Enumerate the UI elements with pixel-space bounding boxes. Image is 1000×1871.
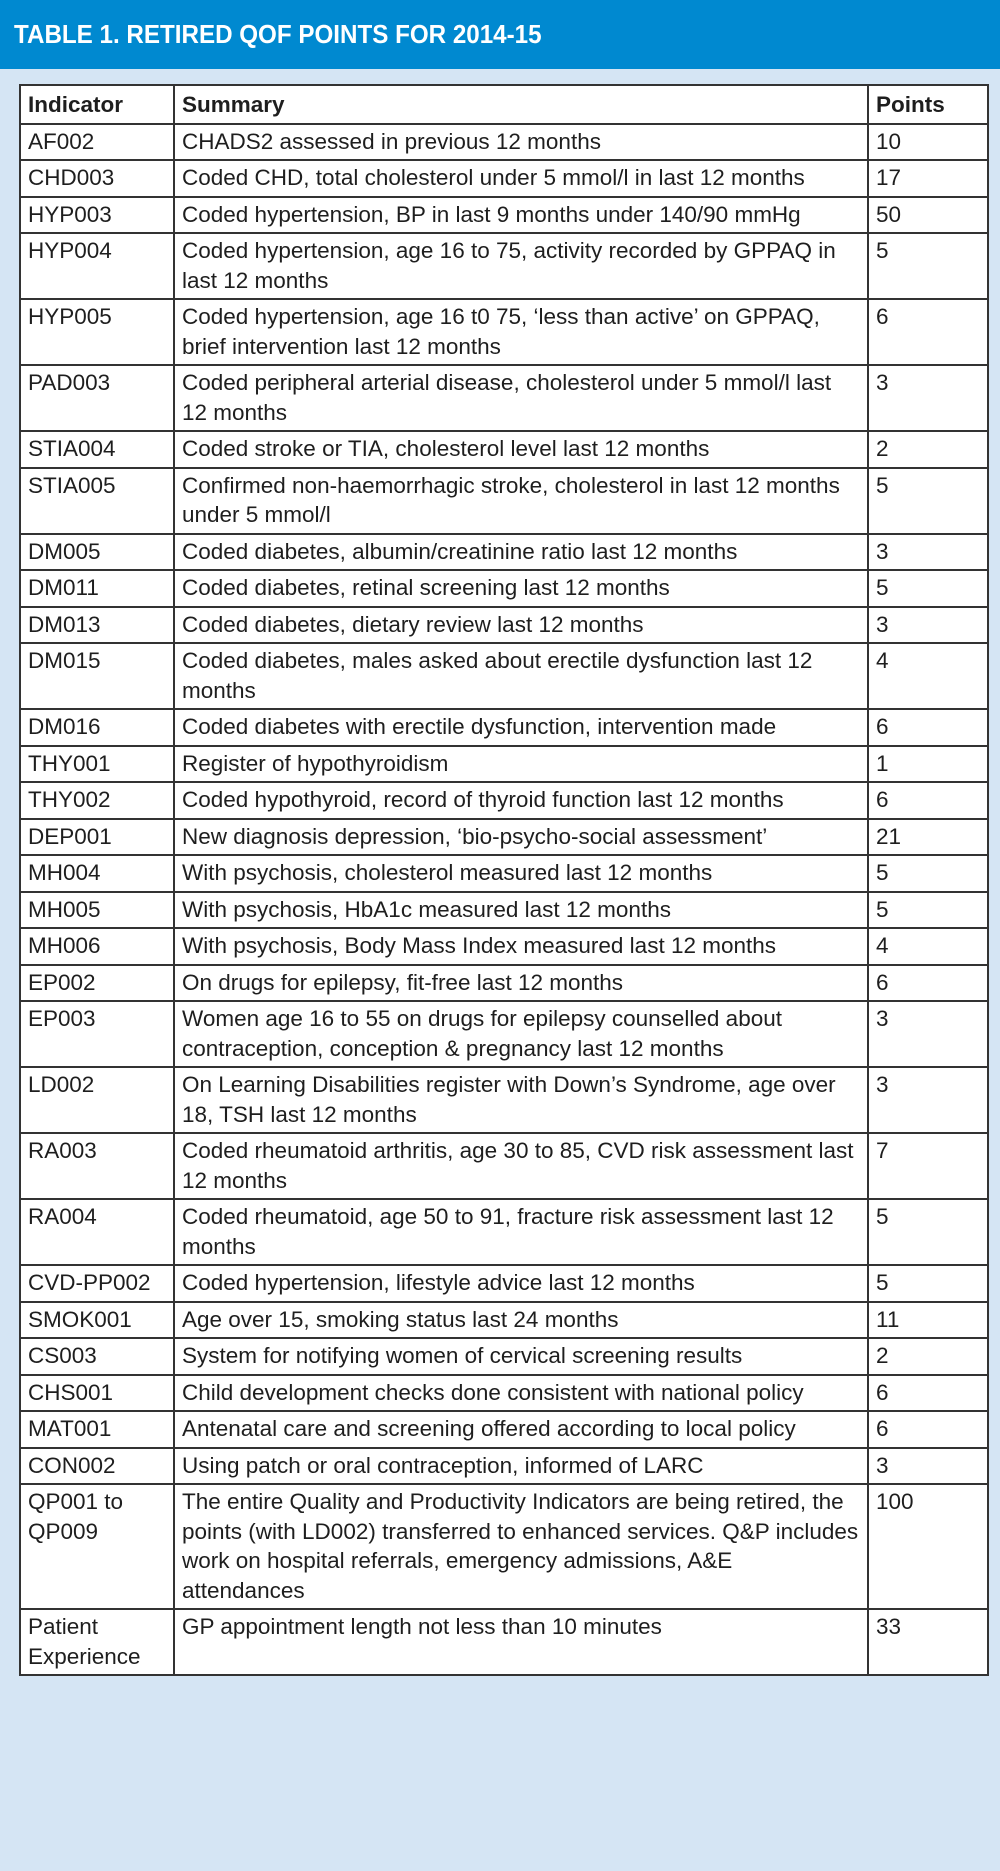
summary-cell: Coded hypertension, lifestyle advice last 12 months	[174, 1265, 868, 1302]
points-cell: 3	[868, 365, 988, 431]
indicator-cell: MH006	[20, 928, 174, 965]
column-header-indicator: Indicator	[20, 85, 174, 124]
indicator-cell: SMOK001	[20, 1302, 174, 1339]
indicator-cell: DM015	[20, 643, 174, 709]
indicator-cell: HYP004	[20, 233, 174, 299]
summary-cell: With psychosis, cholesterol measured last 12 months	[174, 855, 868, 892]
indicator-cell: MH004	[20, 855, 174, 892]
indicator-cell: STIA005	[20, 468, 174, 534]
summary-cell: Coded peripheral arterial disease, cholesterol under 5 mmol/l last 12 months	[174, 365, 868, 431]
table-row	[20, 819, 988, 856]
points-cell: 3	[868, 1448, 988, 1485]
points-cell: 5	[868, 892, 988, 929]
table-body	[20, 124, 988, 1676]
points-cell: 17	[868, 160, 988, 197]
table-row	[20, 534, 988, 571]
table-row	[20, 1448, 988, 1485]
summary-cell: Coded rheumatoid, age 50 to 91, fracture risk assessment last 12 months	[174, 1199, 868, 1265]
points-cell: 5	[868, 1199, 988, 1265]
points-cell: 3	[868, 607, 988, 644]
indicator-cell: DEP001	[20, 819, 174, 856]
table-row	[20, 233, 988, 299]
indicator-cell: THY002	[20, 782, 174, 819]
summary-cell: Coded diabetes, males asked about erectile dysfunction last 12 months	[174, 643, 868, 709]
summary-cell: Child development checks done consistent with national policy	[174, 1375, 868, 1412]
table-row	[20, 643, 988, 709]
table-header-row	[20, 85, 988, 124]
points-cell: 10	[868, 124, 988, 161]
indicator-cell: QP001 to QP009	[20, 1484, 174, 1609]
table-row	[20, 1133, 988, 1199]
summary-cell: Coded hypertension, age 16 t0 75, ‘less than active’ on GPPAQ, brief intervention last 12 months	[174, 299, 868, 365]
retired-qof-table	[19, 84, 989, 1676]
points-cell: 2	[868, 431, 988, 468]
indicator-cell: CHS001	[20, 1375, 174, 1412]
points-cell: 2	[868, 1338, 988, 1375]
indicator-cell: DM013	[20, 607, 174, 644]
points-cell: 6	[868, 709, 988, 746]
indicator-cell: EP003	[20, 1001, 174, 1067]
table-row	[20, 124, 988, 161]
column-header-summary: Summary	[174, 85, 868, 124]
points-cell: 6	[868, 782, 988, 819]
table-row	[20, 782, 988, 819]
points-cell: 6	[868, 1375, 988, 1412]
summary-cell: On Learning Disabilities register with Down’s Syndrome, age over 18, TSH last 12 months	[174, 1067, 868, 1133]
table-row	[20, 160, 988, 197]
indicator-cell: Patient Experience	[20, 1609, 174, 1675]
indicator-cell: CHD003	[20, 160, 174, 197]
points-cell: 5	[868, 570, 988, 607]
indicator-cell: CS003	[20, 1338, 174, 1375]
points-cell: 100	[868, 1484, 988, 1609]
points-cell: 4	[868, 643, 988, 709]
points-cell: 3	[868, 534, 988, 571]
indicator-cell: DM005	[20, 534, 174, 571]
summary-cell: CHADS2 assessed in previous 12 months	[174, 124, 868, 161]
summary-cell: Coded diabetes, dietary review last 12 months	[174, 607, 868, 644]
table-row	[20, 855, 988, 892]
points-cell: 6	[868, 299, 988, 365]
table-row	[20, 197, 988, 234]
table-row	[20, 1338, 988, 1375]
summary-cell: System for notifying women of cervical screening results	[174, 1338, 868, 1375]
points-cell: 50	[868, 197, 988, 234]
table-row	[20, 1484, 988, 1609]
indicator-cell: LD002	[20, 1067, 174, 1133]
summary-cell: Age over 15, smoking status last 24 months	[174, 1302, 868, 1339]
summary-cell: Register of hypothyroidism	[174, 746, 868, 783]
table-container	[19, 84, 987, 1676]
indicator-cell: EP002	[20, 965, 174, 1002]
summary-cell: Coded hypothyroid, record of thyroid function last 12 months	[174, 782, 868, 819]
summary-cell: The entire Quality and Productivity Indicators are being retired, the points (with LD002) transferred to enhanced services. Q&P includes work on hospital referrals, emergency admissions, A&E attendances	[174, 1484, 868, 1609]
summary-cell: Coded rheumatoid arthritis, age 30 to 85, CVD risk assessment last 12 months	[174, 1133, 868, 1199]
table-row	[20, 928, 988, 965]
summary-cell: On drugs for epilepsy, fit-free last 12 months	[174, 965, 868, 1002]
points-cell: 5	[868, 1265, 988, 1302]
column-header-points: Points	[868, 85, 988, 124]
table-row	[20, 1199, 988, 1265]
table-row	[20, 1375, 988, 1412]
summary-cell: GP appointment length not less than 10 minutes	[174, 1609, 868, 1675]
indicator-cell: MH005	[20, 892, 174, 929]
points-cell: 11	[868, 1302, 988, 1339]
indicator-cell: HYP005	[20, 299, 174, 365]
summary-cell: Coded stroke or TIA, cholesterol level last 12 months	[174, 431, 868, 468]
indicator-cell: CVD-PP002	[20, 1265, 174, 1302]
table-row	[20, 746, 988, 783]
table-row	[20, 1265, 988, 1302]
table-row	[20, 1001, 988, 1067]
table-row	[20, 1609, 988, 1675]
summary-cell: Using patch or oral contraception, informed of LARC	[174, 1448, 868, 1485]
summary-cell: Coded hypertension, age 16 to 75, activity recorded by GPPAQ in last 12 months	[174, 233, 868, 299]
table-row	[20, 299, 988, 365]
table-row	[20, 468, 988, 534]
points-cell: 3	[868, 1001, 988, 1067]
table-title: TABLE 1. RETIRED QOF POINTS FOR 2014-15	[14, 19, 542, 49]
indicator-cell: AF002	[20, 124, 174, 161]
table-row	[20, 607, 988, 644]
points-cell: 33	[868, 1609, 988, 1675]
points-cell: 21	[868, 819, 988, 856]
points-cell: 4	[868, 928, 988, 965]
summary-cell: Coded diabetes with erectile dysfunction, intervention made	[174, 709, 868, 746]
table-row	[20, 1067, 988, 1133]
table-row	[20, 570, 988, 607]
title-banner	[0, 0, 1000, 69]
points-cell: 5	[868, 855, 988, 892]
table-row	[20, 431, 988, 468]
summary-cell: Coded diabetes, albumin/creatinine ratio last 12 months	[174, 534, 868, 571]
summary-cell: Antenatal care and screening offered according to local policy	[174, 1411, 868, 1448]
summary-cell: Women age 16 to 55 on drugs for epilepsy counselled about contraception, conception & pregnancy last 12 months	[174, 1001, 868, 1067]
table-row	[20, 965, 988, 1002]
indicator-cell: HYP003	[20, 197, 174, 234]
indicator-cell: MAT001	[20, 1411, 174, 1448]
points-cell: 6	[868, 965, 988, 1002]
indicator-cell: THY001	[20, 746, 174, 783]
summary-cell: Coded CHD, total cholesterol under 5 mmol/l in last 12 months	[174, 160, 868, 197]
indicator-cell: DM016	[20, 709, 174, 746]
indicator-cell: CON002	[20, 1448, 174, 1485]
summary-cell: New diagnosis depression, ‘bio-psycho-social assessment’	[174, 819, 868, 856]
points-cell: 5	[868, 233, 988, 299]
summary-cell: With psychosis, Body Mass Index measured last 12 months	[174, 928, 868, 965]
points-cell: 5	[868, 468, 988, 534]
table-row	[20, 1411, 988, 1448]
table-row	[20, 892, 988, 929]
summary-cell: Coded diabetes, retinal screening last 12 months	[174, 570, 868, 607]
table-row	[20, 365, 988, 431]
indicator-cell: RA004	[20, 1199, 174, 1265]
indicator-cell: DM011	[20, 570, 174, 607]
summary-cell: Confirmed non-haemorrhagic stroke, cholesterol in last 12 months under 5 mmol/l	[174, 468, 868, 534]
points-cell: 3	[868, 1067, 988, 1133]
points-cell: 1	[868, 746, 988, 783]
points-cell: 6	[868, 1411, 988, 1448]
indicator-cell: PAD003	[20, 365, 174, 431]
table-row	[20, 1302, 988, 1339]
table-row	[20, 709, 988, 746]
indicator-cell: RA003	[20, 1133, 174, 1199]
points-cell: 7	[868, 1133, 988, 1199]
summary-cell: Coded hypertension, BP in last 9 months under 140/90 mmHg	[174, 197, 868, 234]
indicator-cell: STIA004	[20, 431, 174, 468]
summary-cell: With psychosis, HbA1c measured last 12 months	[174, 892, 868, 929]
